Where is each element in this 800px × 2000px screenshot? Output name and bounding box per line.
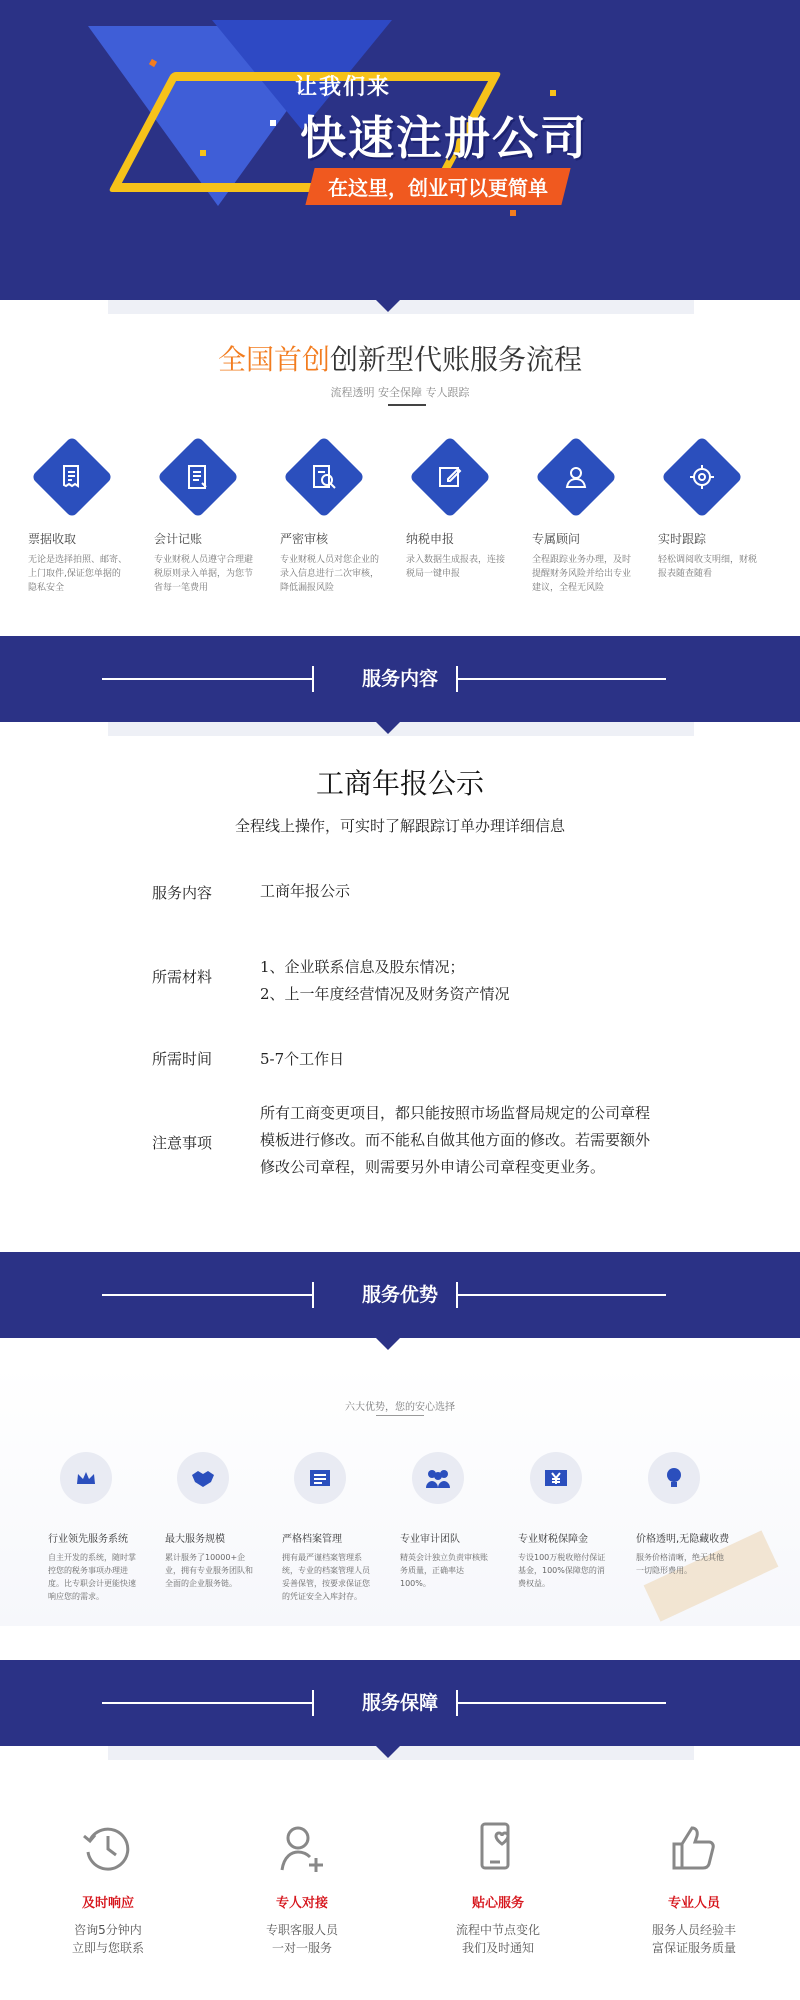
step-diamond <box>535 436 617 518</box>
flow-step <box>532 440 642 595</box>
advantage-label: 价格透明,无隐藏收费 <box>636 1534 730 1545</box>
advantage-desc: 精英会计独立负责审核账务质量，正确率达100%。 <box>400 1553 488 1588</box>
row-key: 服务内容 <box>151 884 212 902</box>
add-user-icon <box>272 1818 332 1878</box>
flow-title-rest: 创新型代账服务流程 <box>330 343 583 376</box>
advantage-item <box>282 1452 382 1603</box>
advantage-item <box>48 1452 148 1603</box>
guarantee-item <box>222 1818 382 1957</box>
advantages-subtitle: 六大优势，您的安心选择 <box>345 1402 455 1413</box>
guarantee-line: 富保证服务质量 <box>651 1941 736 1955</box>
section-title: 服务保障 <box>361 1692 438 1714</box>
row-value <box>260 1100 650 1181</box>
guarantee-desc <box>222 1921 382 1957</box>
hero-slogan-text: 在这里，创业可以更简单 <box>328 176 548 200</box>
advantage-desc: 专设100万税收赔付保证基金，100%保障您的消费权益。 <box>518 1553 606 1588</box>
guarantee-line: 流程中节点变化 <box>455 1923 540 1937</box>
guarantee-line: 立即与您联系 <box>71 1941 144 1955</box>
section-shadow <box>108 300 694 314</box>
confetti-shape <box>200 150 206 156</box>
down-arrow-icon <box>376 722 400 734</box>
down-arrow-icon <box>376 1338 400 1350</box>
flow-step <box>154 440 264 595</box>
advantage-desc: 拥有最严谨档案管理系统，专业的档案管理人员妥善保管，按要求保证您的凭证安全入库封存。 <box>282 1553 370 1601</box>
flow-steps <box>24 440 784 610</box>
handshake-icon <box>177 1452 229 1504</box>
confetti-shape <box>270 120 276 126</box>
guarantee-line: 专职客服人员 <box>265 1923 338 1937</box>
flow-title-highlight: 全国首创 <box>217 343 330 376</box>
guarantee-label: 贴心服务 <box>471 1896 524 1911</box>
flow-step <box>280 440 390 595</box>
step-label: 纳税申报 <box>406 532 455 546</box>
section-bar-advantage <box>0 1252 800 1338</box>
flow-title <box>0 338 800 378</box>
guarantee-line: 咨询5分钟内 <box>74 1923 142 1937</box>
thumbs-up-icon <box>664 1818 724 1878</box>
advantage-desc: 服务价格清晰，绝无其他一切隐形费用。 <box>636 1553 724 1575</box>
flow-step <box>28 440 138 595</box>
row-line: 1、企业联系信息及股东情况； <box>260 958 465 976</box>
guarantee-line: 服务人员经验丰 <box>651 1923 736 1937</box>
step-diamond <box>157 436 239 518</box>
target-icon <box>673 448 731 506</box>
guarantee-item <box>614 1818 774 1957</box>
crown-icon <box>60 1452 112 1504</box>
down-arrow-icon <box>376 1746 400 1758</box>
step-desc: 轻松调阅收支明细，财税报表随查随看 <box>658 555 758 579</box>
audit-icon <box>295 448 353 506</box>
guarantee-desc <box>614 1921 774 1957</box>
advantage-item <box>165 1452 265 1590</box>
guarantee-line: 一对一服务 <box>271 1941 332 1955</box>
step-desc: 专业财税人员遵守合理避税原则录入单据，为您节省每一笔费用 <box>154 555 254 593</box>
step-label: 严密审核 <box>280 532 329 546</box>
guarantee-desc <box>418 1921 578 1957</box>
edit-icon <box>421 448 479 506</box>
ledger-icon <box>169 448 227 506</box>
hero-line1: 让我们来 <box>295 75 392 100</box>
row-key: 所需材料 <box>151 968 212 986</box>
advantage-label: 严格档案管理 <box>282 1534 342 1545</box>
advantage-item <box>400 1452 500 1590</box>
service-subtitle: 全程线上操作，可实时了解跟踪订单办理详细信息 <box>234 817 565 835</box>
step-desc: 无论是选择拍照、邮寄、上门取件,保证您单据的隐私安全 <box>28 555 128 593</box>
step-diamond <box>661 436 743 518</box>
guarantee-label: 专人对接 <box>275 1896 328 1911</box>
confetti-shape <box>510 210 516 216</box>
step-diamond <box>283 436 365 518</box>
row-line: 所有工商变更项目，都只能按照市场监督局规定的公司章程模板进行修改。而不能私自做其他方面的修改。若需要额外修改公司章程，则需要另外申请公司章程变更业务。 <box>260 1104 651 1176</box>
advantage-label: 行业领先服务系统 <box>48 1534 128 1545</box>
step-desc: 全程跟踪业务办理，及时提醒财务风险并给出专业建议，全程无风险 <box>532 555 632 593</box>
user-icon <box>547 448 605 506</box>
divider <box>376 1415 424 1416</box>
step-diamond <box>409 436 491 518</box>
flow-subtitle: 流程透明 安全保障 专人跟踪 <box>330 386 470 399</box>
guarantee-item <box>28 1818 188 1957</box>
row-value <box>260 878 650 905</box>
step-label: 票据收取 <box>28 532 77 546</box>
step-label: 实时跟踪 <box>658 532 707 546</box>
row-key: 注意事项 <box>151 1134 212 1152</box>
step-label: 专属顾问 <box>532 532 581 546</box>
advantage-label: 最大服务规模 <box>165 1534 225 1545</box>
guarantee-item <box>418 1818 578 1957</box>
step-label: 会计记账 <box>154 532 203 546</box>
bar-line <box>456 678 666 680</box>
step-desc: 录入数据生成报表，连接税局一键申报 <box>406 555 506 579</box>
bar-line <box>102 1294 312 1296</box>
step-desc: 专业财税人员对您企业的录入信息进行二次审核，降低漏报风险 <box>280 555 380 593</box>
bar-line <box>456 1702 666 1704</box>
yen-icon <box>530 1452 582 1504</box>
confetti-shape <box>550 90 556 96</box>
section-shadow <box>108 1746 694 1760</box>
row-value <box>260 1046 650 1073</box>
advantage-item <box>636 1452 736 1577</box>
down-arrow-icon <box>376 300 400 312</box>
guarantee-label: 专业人员 <box>667 1896 720 1911</box>
section-shadow <box>108 722 694 736</box>
bar-line <box>456 1294 666 1296</box>
section-bar-content <box>0 636 800 722</box>
guarantee-line: 我们及时通知 <box>461 1941 534 1955</box>
guarantee-label: 及时响应 <box>81 1896 134 1911</box>
row-value <box>260 954 650 1008</box>
step-diamond <box>31 436 113 518</box>
hero-title: 快速注册公司 <box>300 111 588 165</box>
hero-banner <box>0 0 800 300</box>
heart-phone-icon <box>468 1818 528 1878</box>
guarantee-desc <box>28 1921 188 1957</box>
clock-icon <box>78 1818 138 1878</box>
divider <box>388 404 426 406</box>
section-title: 服务内容 <box>361 668 438 690</box>
advantage-desc: 累计服务了10000+企业，拥有专业服务团队和全面的企业服务链。 <box>165 1553 253 1588</box>
section-bar-guarantee <box>0 1660 800 1746</box>
row-key: 所需时间 <box>151 1050 212 1068</box>
row-line: 2、上一年度经营情况及财务资产情况 <box>260 985 510 1003</box>
row-line: 5-7个工作日 <box>260 1050 345 1068</box>
hero-slogan <box>305 168 570 205</box>
advantage-desc: 自主开发的系统，随时掌控您的税务事项办理进度。比专职会计更能快速响应您的需求。 <box>48 1553 136 1601</box>
bar-line <box>102 678 312 680</box>
row-line: 工商年报公示 <box>260 882 351 900</box>
team-icon <box>412 1452 464 1504</box>
receipt-icon <box>43 448 101 506</box>
service-title: 工商年报公示 <box>315 767 484 800</box>
bulb-icon <box>648 1452 700 1504</box>
flow-step <box>658 440 768 581</box>
flow-step <box>406 440 516 581</box>
advantage-label: 专业财税保障金 <box>518 1534 588 1545</box>
archive-icon <box>294 1452 346 1504</box>
section-title: 服务优势 <box>361 1284 438 1306</box>
advantage-label: 专业审计团队 <box>400 1534 460 1545</box>
advantage-item <box>518 1452 618 1590</box>
bar-line <box>102 1702 312 1704</box>
